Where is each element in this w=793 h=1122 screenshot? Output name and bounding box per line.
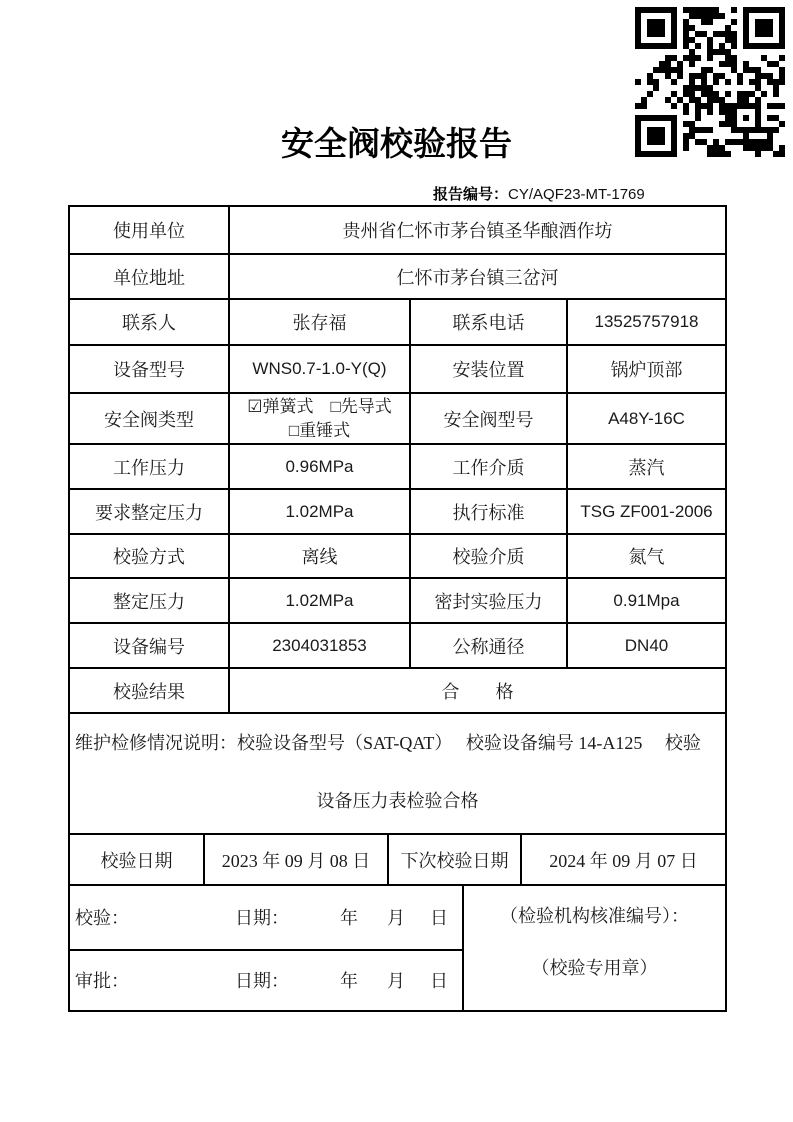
work-medium-value: 蒸汽 xyxy=(566,445,725,488)
verifier-date-label: 日期： xyxy=(235,908,289,929)
phone-label: 联系电话 xyxy=(409,300,566,344)
report-table xyxy=(68,205,727,1012)
table-row xyxy=(70,253,725,298)
verifier-day-label: 日 xyxy=(430,908,448,929)
table-row xyxy=(70,488,725,533)
diameter-label: 公称通径 xyxy=(409,624,566,667)
standard-label: 执行标准 xyxy=(409,490,566,533)
table-row xyxy=(70,577,725,622)
table-row xyxy=(70,207,725,253)
contact-label: 联系人 xyxy=(122,313,176,333)
use-unit-label: 使用单位 xyxy=(113,221,185,241)
valve-type-label: 安全阀类型 xyxy=(104,409,194,430)
next-cal-date-value: 2024 年 09 月 07 日 xyxy=(520,835,725,884)
use-unit-value: 贵州省仁怀市茅台镇圣华酿酒作坊 xyxy=(228,207,725,253)
work-medium-label: 工作介质 xyxy=(409,445,566,488)
approver-label: 审批： xyxy=(75,971,129,992)
install-pos-label: 安装位置 xyxy=(409,346,566,392)
signature-block xyxy=(70,884,725,1010)
result-value: 合 格 xyxy=(228,669,725,712)
table-row xyxy=(70,298,725,344)
seal-pressure-label: 密封实验压力 xyxy=(409,579,566,622)
valve-type-option-row1: ☑弹簧式 □先导式 xyxy=(247,396,392,416)
page-title: 安全阀校验报告 xyxy=(281,127,512,163)
report-number xyxy=(433,183,645,204)
cal-medium-value: 氮气 xyxy=(566,535,725,577)
table-row xyxy=(70,533,725,577)
cal-date-value: 2023 年 09 月 08 日 xyxy=(203,835,387,884)
set-pressure-label: 整定压力 xyxy=(113,591,185,612)
stamp-cell xyxy=(462,886,725,1010)
report-number-value: CY/AQF23-MT-1769 xyxy=(508,186,645,203)
req-set-pressure-label: 要求整定压力 xyxy=(95,502,203,523)
cal-medium-label: 校验介质 xyxy=(409,535,566,577)
maintenance-note-line2: 设备压力表检验合格 xyxy=(316,791,479,811)
set-pressure-value: 1.02MPa xyxy=(228,579,409,622)
table-row xyxy=(70,667,725,712)
approver-signature-row xyxy=(70,949,462,1010)
approver-date-label: 日期： xyxy=(235,971,289,992)
device-no-label: 设备编号 xyxy=(113,636,185,657)
approver-year-label: 年 xyxy=(340,971,358,992)
unit-address-label: 单位地址 xyxy=(113,267,185,288)
contact-value: 张存福 xyxy=(228,300,409,344)
approver-day-label: 日 xyxy=(430,971,448,992)
cal-method-value: 离线 xyxy=(228,535,409,577)
valve-type-options xyxy=(228,394,409,443)
next-cal-date-label: 下次校验日期 xyxy=(387,835,520,884)
signature-column xyxy=(70,886,462,1010)
device-model-label: 设备型号 xyxy=(113,360,185,380)
valve-type-option-row2: □重锤式 xyxy=(288,420,351,440)
table-row xyxy=(70,622,725,667)
verifier-signature-row xyxy=(70,886,462,949)
req-set-pressure-value: 1.02MPa xyxy=(228,490,409,533)
verifier-label: 校验： xyxy=(75,908,129,929)
seal-pressure-value: 0.91Mpa xyxy=(566,579,725,622)
valve-model-label: 安全阀型号 xyxy=(409,394,566,443)
unit-address-value: 仁怀市茅台镇三岔河 xyxy=(228,255,725,298)
valve-model-value: A48Y-16C xyxy=(566,394,725,443)
device-no-value: 2304031853 xyxy=(228,624,409,667)
date-row xyxy=(70,833,725,884)
result-label: 校验结果 xyxy=(113,681,185,702)
work-pressure-label: 工作压力 xyxy=(113,457,185,478)
stamp-seal-label: （校验专用章） xyxy=(531,958,658,978)
verifier-year-label: 年 xyxy=(340,908,358,929)
diameter-value: DN40 xyxy=(566,624,725,667)
table-row xyxy=(70,392,725,443)
phone-value: 13525757918 xyxy=(566,300,725,344)
cal-method-label: 校验方式 xyxy=(113,547,185,567)
verifier-month-label: 月 xyxy=(387,908,405,929)
approver-month-label: 月 xyxy=(387,971,405,992)
cal-date-label: 校验日期 xyxy=(100,850,173,871)
report-number-label: 报告编号： xyxy=(433,187,509,203)
device-model-value: WNS0.7-1.0-Y(Q) xyxy=(228,346,409,392)
stamp-approval-number-label: （检验机构核准编号）： xyxy=(500,906,689,926)
maintenance-note xyxy=(70,714,725,833)
standard-value: TSG ZF001-2006 xyxy=(566,490,725,533)
maintenance-note-line1: 维护检修情况说明：校验设备型号（SAT-QAT） 校验设备编号 14-A125 校验 xyxy=(75,733,701,753)
table-row xyxy=(70,344,725,392)
table-row xyxy=(70,443,725,488)
install-pos-value: 锅炉顶部 xyxy=(566,346,725,392)
work-pressure-value: 0.96MPa xyxy=(228,445,409,488)
maintenance-row xyxy=(70,712,725,833)
